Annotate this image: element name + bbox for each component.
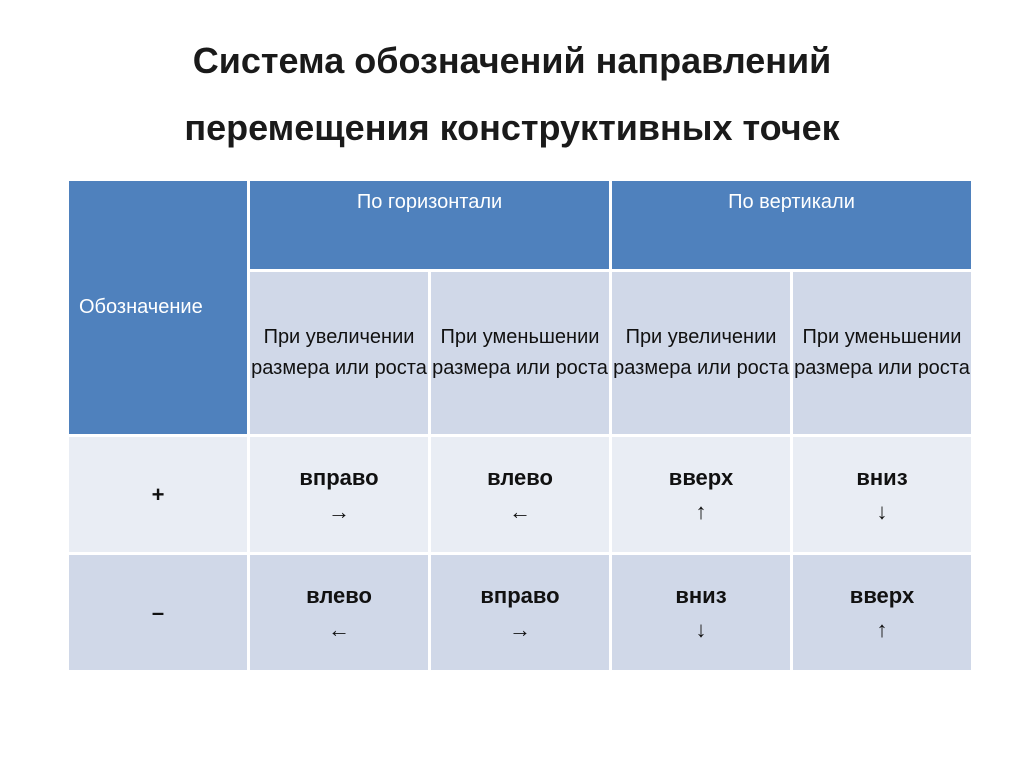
table-header-row: [69, 181, 971, 269]
direction-word: вверх: [849, 582, 915, 608]
directions-table: [66, 178, 974, 673]
subheader-cell: При уменьшении размера или роста: [431, 272, 609, 434]
direction-cell: [612, 437, 790, 552]
arrow-up-icon: ↑: [695, 498, 707, 524]
direction-cell: [612, 555, 790, 670]
direction-cell: [431, 555, 609, 670]
slide-title-line-2: перемещения конструктивных точек: [184, 107, 840, 148]
direction-cell: [793, 555, 971, 670]
direction-cell: [431, 437, 609, 552]
sign-cell: +: [69, 437, 247, 552]
direction-word: вправо: [299, 464, 379, 490]
designation-header: Обозначение: [69, 181, 247, 434]
table-row: [69, 555, 971, 670]
slide-title-line-1: Система обозначений направлений: [192, 40, 832, 81]
group-header-vertical: По вертикали: [612, 181, 971, 269]
arrow-left-icon: ←: [509, 498, 531, 524]
table-row: [69, 437, 971, 552]
direction-word: вниз: [675, 582, 727, 608]
subheader-cell: При увеличении размера или роста: [250, 272, 428, 434]
direction-cell: [250, 437, 428, 552]
direction-cell: [250, 555, 428, 670]
subheader-cell: При уменьшении размера или роста: [793, 272, 971, 434]
group-header-horizontal: По горизонтали: [250, 181, 609, 269]
arrow-right-icon: →: [509, 616, 531, 642]
arrow-right-icon: →: [328, 498, 350, 524]
direction-cell: [793, 437, 971, 552]
direction-word: вверх: [668, 464, 734, 490]
arrow-down-icon: ↓: [876, 498, 888, 524]
direction-word: вниз: [856, 464, 908, 490]
direction-word: влево: [487, 464, 553, 490]
subheader-cell: При увеличении размера или роста: [612, 272, 790, 434]
direction-word: влево: [306, 582, 372, 608]
arrow-up-icon: ↑: [876, 616, 888, 642]
arrow-left-icon: ←: [328, 616, 350, 642]
arrow-down-icon: ↓: [695, 616, 707, 642]
sign-cell: –: [69, 555, 247, 670]
direction-word: вправо: [480, 582, 560, 608]
